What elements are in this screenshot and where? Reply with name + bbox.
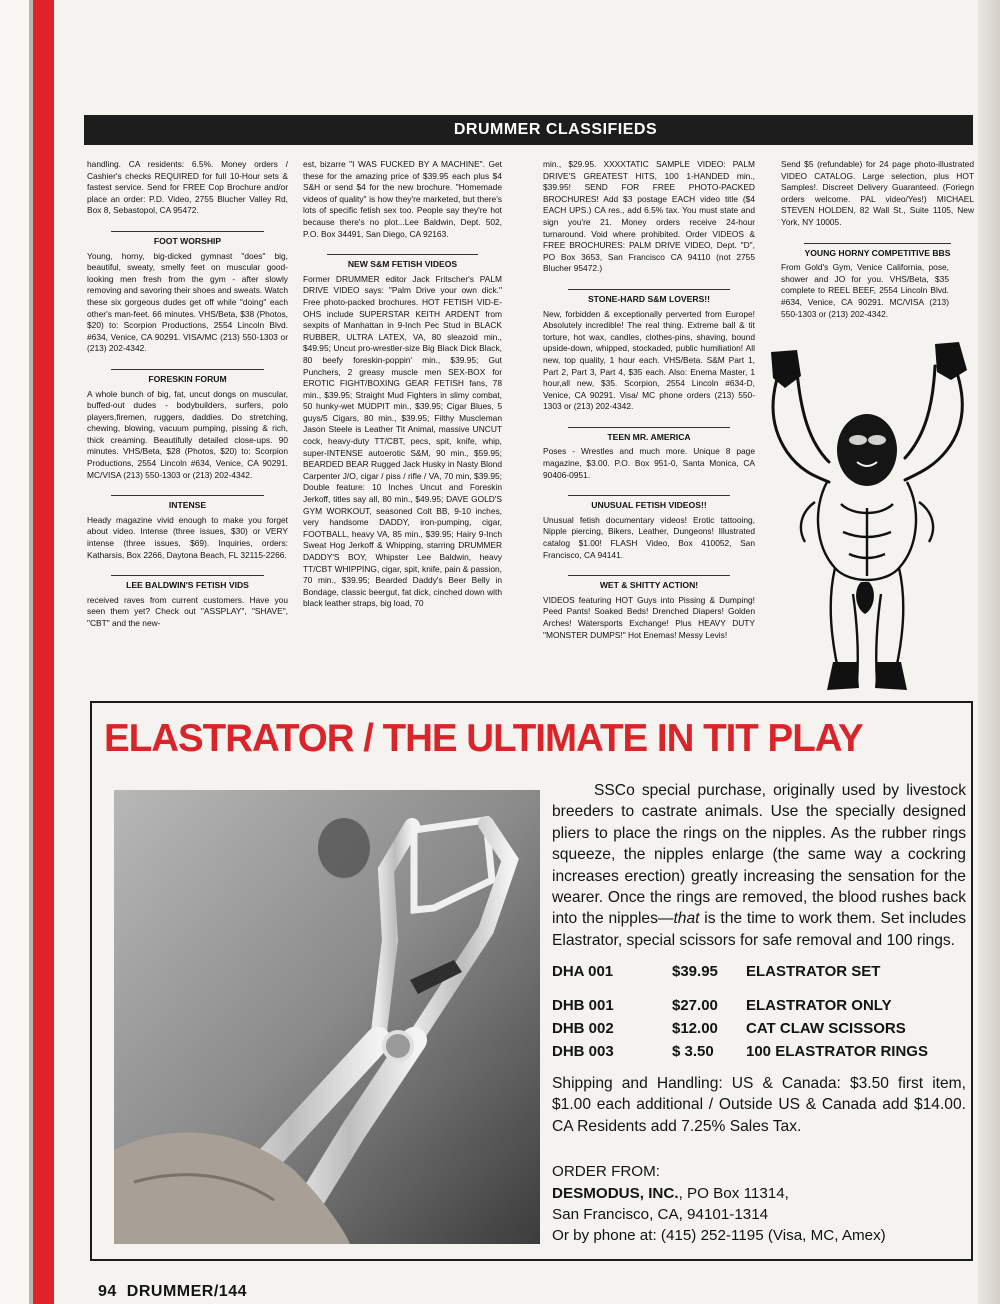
ad-text: received raves from current customers. Have you seen them yet? Check out "ASSPLAY", "SHAVE", "CBT" and the new- — [87, 594, 288, 628]
product-price: $12.00 — [672, 1020, 718, 1038]
ad-heading: FOOT WORSHIP — [87, 231, 288, 248]
product-name: CAT CLAW SCISSORS — [746, 1020, 906, 1038]
price-row — [552, 1018, 928, 1041]
product-code: DHA 001 — [552, 963, 614, 981]
ad-heading: NEW S&M FETISH VIDEOS — [303, 254, 502, 271]
product-price: $39.95 — [672, 963, 718, 981]
order-info — [552, 1161, 966, 1247]
ad-text: A whole bunch of big, fat, uncut dongs on muscular, buffed-out dudes - bodybuilders, surfers, polo players,firemen, ruggers, daddies. Do stretching, chewing, blowing, vacuum pumping, pissing & rich, thick creaming. Beautifully detailed close-ups. 90 minutes. VHS/Beta, $28 (Photos, $20) to: Scorpion Productions, 2554 Lincoln #634, Venice, CA 90291. MC/VISA (213) 550-1303 or (213) 202-4342. — [87, 388, 288, 480]
ad-heading: LEE BALDWIN'S FETISH VIDS — [87, 575, 288, 592]
price-row — [552, 1041, 928, 1064]
ad-headline: ELASTRATOR / THE ULTIMATE IN TIT PLAY — [104, 717, 863, 760]
ad-text: Unusual fetish documentary videos! Erotic tattooing, Nipple piercing, Bikers, Leather, Dungeons! Illustrated catalog $1.00! FLASH Video, Box 410052, San Francisco, CA 94141. — [543, 514, 755, 560]
product-name: ELASTRATOR ONLY — [746, 996, 892, 1014]
product-description — [552, 780, 966, 951]
young-horny-ad — [781, 243, 974, 321]
ad-heading: STONE-HARD S&M LOVERS!! — [543, 289, 755, 306]
price-row — [552, 985, 928, 1018]
ad-heading: YOUNG HORNY COMPETITIVE BBS — [781, 243, 974, 260]
ad-text: Young, horny, big-dicked gymnast "does" big, beautiful, sweaty, smelly feet on muscular good-looking men fresh from the gym - after slowly removing and savoring their shoes and sweats. Watch these six gorgeous dudes get off while "doing" each other's man-feet. 66 minutes. VHS/Beta, $38 (Photos, $20) to: Scorpion Productions, 2554 Lincoln Blvd. #634, Venice, CA 90291. VISA/MC (213) 550-1303 or (213) 202-4342. — [87, 250, 288, 354]
description-emphasis: that — [673, 910, 700, 928]
ad-text: min., $29.95. XXXXTATIC SAMPLE VIDEO: PALM DRIVE'S GREATEST HITS, 100 1-HANDED min., $39.95! SEND FOR FREE PHOTO-PACKED BROCHURES! Add $3 postage EACH video title ($4 EACH UPS.) CA res., add 6.5% tax. You must state and sign you're 21. Money orders receive 24-hour turnaround. Void where prohibited. Order VIDEOS & FREE BROCHURES: PALM DRIVE VIDEO, Dept. "D", PO Box 3653, San Francisco CA 94110 (not 2755 Blucher 95472.) — [543, 159, 755, 274]
classifieds-column-1 — [87, 159, 288, 697]
pliers-photo-art — [114, 790, 540, 1244]
product-price: $ 3.50 — [672, 1043, 714, 1061]
product-code: DHB 001 — [552, 996, 614, 1014]
shipping-info: Shipping and Handling: US & Canada: $3.50 first item, $1.00 each additional / Outside US & Canada add $14.00. CA Residents add 7.25% Sales Tax. — [552, 1074, 966, 1135]
product-code: DHB 002 — [552, 1020, 614, 1038]
page-footer — [98, 1283, 257, 1301]
ad-heading: INTENSE — [87, 495, 288, 512]
issue-label: DRUMMER/144 — [126, 1283, 247, 1300]
ad-text: Heady magazine vivid enough to make you forget about video. Intense (three issues, $30) or VERY intense (three issues, $69). Inquiries, orders: Katharsis, Box 2266, Daytona Beach, FL 32115-2266. — [87, 514, 288, 560]
classifieds-column-3 — [543, 159, 755, 697]
ad-text: From Gold's Gym, Venice California, pose, shower and JO for you. VHS/Beta, $35 complete to REEL BEEF, 2554 Lincoln Blvd. #634, Venice, CA 90291. MC/VISA (213) 550-1303 or (213) 202-4342. — [781, 262, 949, 319]
ad-text: Send $5 (refundable) for 24 page photo-illustrated VIDEO CATALOG. Large selection, plus HOT Samples!. Discreet Delivery Guaranteed. (Foriegn orders welcome. PAL video/Yes!) MICHAEL STEVEN HOLDEN, 82 Wall St., Suite 1105, New York, NY 10005. — [781, 159, 974, 227]
ad-text: VIDEOS featuring HOT Guys into Pissing & Dumping! Peed Pants! Soaked Beds! Drenched Diapers! Golden Arches! Watersports Exchange! Plus HEAVY DUTY "MONSTER DUMPS!" Hot Enemas! Messy Levis! — [543, 594, 755, 640]
ad-heading: WET & SHITTY ACTION! — [543, 575, 755, 592]
elastrator-advertisement — [90, 701, 973, 1261]
product-name: ELASTRATOR SET — [746, 963, 881, 981]
price-row — [552, 961, 928, 984]
page-number: 94 — [98, 1283, 117, 1300]
product-price: $27.00 — [672, 996, 718, 1014]
order-phone: Or by phone at: (415) 252-1195 (Visa, MC, Amex) — [552, 1227, 886, 1245]
ad-heading: FORESKIN FORUM — [87, 369, 288, 386]
classifieds-column-2 — [303, 159, 502, 697]
po-box: , PO Box 11314, — [678, 1184, 789, 1202]
section-banner — [84, 115, 973, 145]
ad-text: New, forbidden & exceptionally perverted from Europe! Absolutely incredible! The real thing. Extreme ball & tit torture, hot wax, candles, clothes-pins, shaving, bound upside-down, whipped, stockaded, public humiliation! All new, top quality, 1 hour each. VHS/Beta. S&M Part 1, Part 2, Part 3, Part 4, $35 each. Also: Enema Master, 1 hour,all new, $35. Scorpion, 2554 Lincoln #634-D, Venice, CA 90291. Visa/ MC phone orders (213) 550-1303 or (213) 202-4342. — [543, 308, 755, 412]
product-name: 100 ELASTRATOR RINGS — [746, 1043, 928, 1061]
order-label: ORDER FROM: — [552, 1163, 660, 1181]
ad-text: handling. CA residents: 6.5%. Money orders / Cashier's checks REQUIRED for full 10-Hour sets & fastest service. Send for FREE Cop Brochure and/or place an order: P.D. Video, 2755 Blucher Valley Rd, Box 8, Sebastopol, CA 95472. — [87, 159, 288, 216]
ad-text: Former DRUMMER editor Jack Fritscher's PALM DRIVE VIDEO says: "Palm Drive your own dick." Free photo-packed brochures. HOT FETISH VID-E-OHS include SUPERSTAR KEITH ARDENT from sexpits of Manhattan in 9-Inch Pec Stud in BLACK RUBBER, ULTRA LATEX, VA, 80 sleazoid min., $49.95; Uncut pro-wrestler-size Big Black Dick Black, 80 beefy foreskin-poppin' min., $39.95; Gut Punchers, 2 greasy muscle men SEX-BOX for EROTIC FIGHT/BOXING GEAR FETISH fans, 78 min., $39.95; Straight Mud Fighters in slimy combat, 50 hunky-wet MUDPIT min., $39.95; Cigar Blues, 5 guys/5 Cigars, 80 min., $39.95; Filthy Muscleman Jason Steele is Leather Tit Animal, massive UNCUT cock, heavy-duty TT/CBT, pecs, spit, knife, whip, super-INTENSE autoerotic S&M, 90 min., $59.95; BEARDED BEAR Rugged Jack Husky in Nasty Blond Carpenter J/O, cigar / piss / rifle / VA, 70 min, $39.95; Double feature: 10 Inches Uncut and Foreskin Jerkoff, titles say all, 80 min., $49.95; DAVE GOLD'S GYM WORKOUT, seasoned Colt BB, 9-10 inches, very handsome DADDY, iron-pumping, cigar, FOOTBALL, heavy VA, 85 min., $39.95; Hairy 9-Inch Sweat Hog Jerkoff & Whipping, starring DRUMMER DADDY'S BOY, Whipster Lee Baldwin, heavy TT/CBT WHIPPING, cigar, spit, knife, pain & passion, 70 min., $39.95; Bearded Daddy's Beer Belly in Bondage, classic beergut, fat dick, cinched down with black leather straps, big load, 70 — [303, 273, 502, 609]
order-address-line-1 — [552, 1183, 966, 1204]
product-code: DHB 003 — [552, 1043, 614, 1061]
elastrator-product-photo — [114, 790, 540, 1244]
description-part-1: SSCo special purchase, originally used by livestock breeders to castrate animals. Use the specially designed pliers to place the rings on the nipples. As the rubber rings squeeze, the nipples enlarge (the same way a cockring increases erection) greatly increasing the sensation for the wearer. Once the rings are removed, the blood rushes back into the nipples— — [552, 782, 966, 928]
ad-text: est, bizarre "I WAS FUCKED BY A MACHINE". Get these for the amazing price of $39.95 each plus $4 S&H or send $4 for the new brochure. "Homemade videos of quality" is how they're marketed, but there's lots of specific fetish sex too. People say they're hot because there's no plot...Lee Baldwin, Dept. 502, P.O. Box 34491, San Diego, CA 92163. — [303, 159, 502, 239]
banner-title: DRUMMER CLASSIFIEDS — [453, 121, 658, 138]
description-part-2: is the time to work them. Set includes Elastrator, special scissors for safe removal and 100 rings. — [552, 910, 966, 949]
page-right-edge — [978, 0, 1000, 1304]
binding-edge — [0, 0, 56, 1304]
ad-text: Poses - Wrestles and much more. Unique 8 page magazine, $3.00. P.O. Box 951-0, Santa Monica, CA 90406-0951. — [543, 446, 755, 480]
ad-heading: TEEN MR. AMERICA — [543, 427, 755, 444]
ad-heading: UNUSUAL FETISH VIDEOS!! — [543, 495, 755, 512]
company-name: DESMODUS, INC. — [552, 1184, 679, 1202]
bodybuilder-illustration — [757, 332, 975, 694]
order-address-line-2: San Francisco, CA, 94101-1314 — [552, 1205, 769, 1223]
red-spine-stripe — [33, 0, 54, 1304]
ad-copy — [552, 780, 966, 1247]
price-list — [552, 961, 928, 1065]
